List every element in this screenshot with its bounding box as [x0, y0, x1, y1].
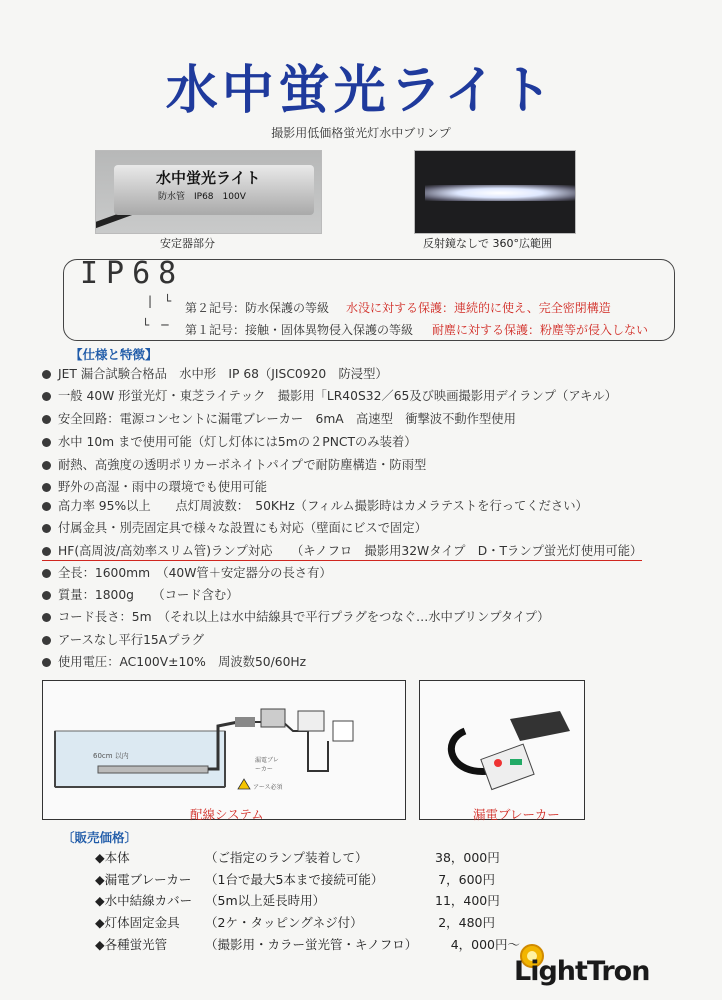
ip-bracket-2: | └: [148, 294, 172, 308]
feature-item: コード長さ：5m （それ以上は水中結線具で平行プラグをつなぐ…水中ブリンプタイプ）: [42, 607, 549, 625]
feature-item: 付属金具・別売固定具で様々な設置にも対応（壁面にビスで固定）: [42, 518, 427, 536]
bullet-icon: [42, 438, 51, 447]
bullet-icon: [42, 591, 51, 600]
bullet-icon: [42, 658, 51, 667]
price-value: 2，480円: [438, 915, 495, 930]
price-item: ◆灯体固定金具: [95, 915, 180, 930]
wiring-illustration: [43, 681, 405, 819]
feature-item: 一般 40W 形蛍光灯・東芝ライテック 撮影用「LR40S32／65及び映画撮影用デイランプ（アキル）: [42, 386, 617, 404]
feature-item: JET 漏合試験合格品 水中形 IP 68（JISC0920 防浸型）: [42, 364, 388, 382]
breaker-caption: 漏電ブレーカー: [473, 807, 560, 822]
price-row: [95, 891, 500, 909]
price-item: ◆漏電ブレーカー: [95, 872, 192, 887]
page-title: 水中蛍光ライト: [165, 61, 557, 121]
price-item: ◆各種蛍光管: [95, 937, 168, 952]
feature-item: 高力率 95%以上 点灯周波数： 50KHz（フィルム撮影時はカメラテストを行ってください）: [42, 496, 588, 514]
subtitle: 撮影用低価格蛍光灯水中ブリンプ: [271, 126, 451, 140]
ip-line2-label: 第２記号：防水保護の等級: [185, 301, 330, 315]
bullet-icon: [42, 547, 51, 556]
bullet-icon: [42, 483, 51, 492]
feature-item: 質量：1800g （コード含む）: [42, 585, 239, 603]
ip-line2-desc: 水没に対する保護：連続的に使え、完全密閉構造: [346, 301, 611, 315]
feature-item: 使用電圧：AC100V±10% 周波数50/60Hz: [42, 652, 306, 670]
ip-line1-label: 第１記号：接触・固体異物侵入保護の等級: [185, 323, 414, 337]
price-value: 38，000円: [435, 850, 500, 865]
breaker-illustration-box: [419, 680, 585, 820]
logo-text: LightTron: [514, 956, 650, 987]
price-value: 7，600円: [438, 872, 495, 887]
price-row: [95, 913, 495, 931]
price-value: 4，000円～: [450, 937, 520, 952]
bullet-icon: [42, 613, 51, 622]
bullet-icon: [42, 415, 51, 424]
feature-item: 野外の高湿・雨中の環境でも使用可能: [42, 477, 267, 495]
wiring-diagram: [42, 680, 406, 820]
ip-bracket-1: └ ─: [142, 318, 169, 332]
ballast-photo: [95, 150, 322, 234]
feature-item: 全長：1600mm （40W管＋安定器分の長さ有）: [42, 563, 332, 581]
price-note: （2ケ・タッピングネジ付）: [205, 915, 363, 930]
price-row: [95, 935, 520, 953]
feature-item: HF(高周波/高効率スリム管)ランプ対応 （キノフロ 撮影用32Wタイプ D・Tランプ蛍光灯使用可能）: [42, 541, 642, 561]
price-heading: 〔販売価格〕: [62, 830, 138, 845]
feature-item: 耐熱、高強度の透明ポリカーボネイトパイプで耐防塵構造・防雨型: [42, 455, 426, 473]
ballast-caption: 安定器部分: [160, 237, 215, 250]
ip-line1-desc: 耐塵に対する保護：粉塵等が侵入しない: [432, 323, 649, 337]
price-note: （1台で最大5本まで接続可能）: [205, 872, 384, 887]
feature-item: 水中 10m まで使用可能（灯し灯体には5mの２PNCTのみ装着）: [42, 432, 417, 450]
ballast-small-label: 防水管 IP68 100V: [158, 192, 246, 202]
bullet-icon: [42, 392, 51, 401]
lamp-caption: 反射鏡なしで 360°広範囲: [423, 237, 552, 250]
bullet-icon: [42, 636, 51, 645]
price-note: （撮影用・カラー蛍光管・キノフロ）: [205, 937, 418, 952]
bullet-icon: [42, 370, 51, 379]
bullet-icon: [42, 502, 51, 511]
bullet-icon: [42, 524, 51, 533]
price-value: 11，400円: [435, 893, 500, 908]
price-note: （5m以上延長時用）: [205, 893, 326, 908]
wiring-caption: 配線システム: [190, 807, 264, 822]
bullet-icon: [42, 569, 51, 578]
ip-code: IP68: [80, 256, 185, 291]
price-item: ◆本体: [95, 850, 130, 865]
spec-heading: 【仕様と特徴】: [70, 347, 158, 362]
diagram-note-depth: 60cm 以内: [93, 752, 129, 760]
feature-item: 安全回路：電源コンセントに漏電ブレーカー 6mA 高速型 衝撃波不動作型使用: [42, 409, 516, 427]
price-row: [95, 848, 500, 866]
feature-item: アースなし平行15Aプラグ: [42, 630, 204, 648]
price-item: ◆水中結線カバー: [95, 893, 193, 908]
lamp-photo: [414, 150, 576, 234]
breaker-illustration: [420, 681, 584, 819]
ballast-label: 水中蛍光ライト: [156, 169, 261, 187]
price-row: [95, 870, 495, 888]
bullet-icon: [42, 461, 51, 470]
diagram-warning: アース必須: [253, 784, 283, 791]
price-note: （ご指定のランプ装着して）: [205, 850, 368, 865]
lighttron-logo: [512, 940, 662, 990]
diagram-note-breaker: 漏電ブレーカー: [255, 757, 279, 773]
